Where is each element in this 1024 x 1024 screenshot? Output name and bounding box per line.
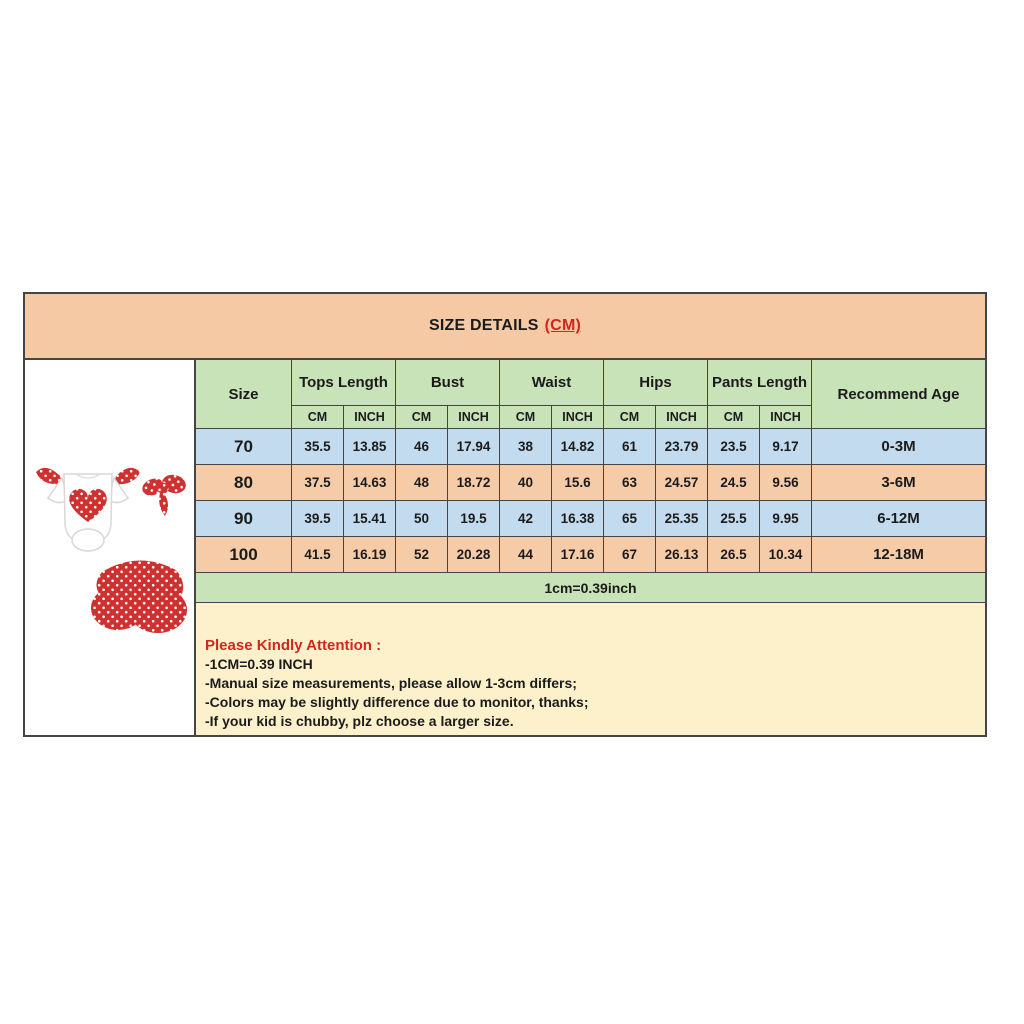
value-cell: 44 <box>500 537 552 572</box>
value-cell: 19.5 <box>448 501 500 536</box>
table-row-size-80 <box>196 465 985 501</box>
value-cell: 39.5 <box>292 501 344 536</box>
value-cell: 17.16 <box>552 537 604 572</box>
unit-header-inch: INCH <box>656 406 708 428</box>
value-cell: 40 <box>500 465 552 500</box>
value-cell: 65 <box>604 501 656 536</box>
value-cell: 14.63 <box>344 465 396 500</box>
size-chart-table <box>23 292 987 737</box>
product-photo-baby-outfit <box>30 460 192 638</box>
table-row-size-70 <box>196 429 985 465</box>
table-row-size-90 <box>196 501 985 537</box>
value-cell: 25.5 <box>708 501 760 536</box>
value-cell: 67 <box>604 537 656 572</box>
age-cell: 3-6M <box>881 474 916 491</box>
size-details-unit-cm: (CM) <box>544 317 581 334</box>
value-cell: 24.57 <box>656 465 708 500</box>
value-cell: 48 <box>396 465 448 500</box>
unit-header-cm: CM <box>396 406 448 428</box>
measurement-columns <box>196 360 985 735</box>
unit-header-cm: CM <box>292 406 344 428</box>
attention-line: -1CM=0.39 INCH <box>205 656 313 672</box>
size-cell: 80 <box>196 465 292 500</box>
conversion-note: 1cm=0.39inch <box>544 579 637 596</box>
unit-header-cm: CM <box>500 406 552 428</box>
header-size: Size <box>196 360 292 428</box>
age-cell: 0-3M <box>881 438 916 455</box>
value-cell: 16.19 <box>344 537 396 572</box>
headband-illustration <box>140 472 188 516</box>
value-cell: 15.6 <box>552 465 604 500</box>
value-cell: 16.38 <box>552 501 604 536</box>
header-hips: Hips <box>604 360 708 405</box>
value-cell: 42 <box>500 501 552 536</box>
header-measure-groups <box>292 360 812 428</box>
value-cell: 63 <box>604 465 656 500</box>
value-cell: 41.5 <box>292 537 344 572</box>
value-cell: 15.41 <box>344 501 396 536</box>
value-cell: 9.17 <box>760 429 812 464</box>
value-cell: 14.82 <box>552 429 604 464</box>
table-body <box>25 360 985 735</box>
value-cell: 52 <box>396 537 448 572</box>
value-cell: 10.34 <box>760 537 812 572</box>
value-cell: 35.5 <box>292 429 344 464</box>
value-cell: 26.5 <box>708 537 760 572</box>
age-cell: 6-12M <box>877 510 920 527</box>
attention-box <box>196 603 985 735</box>
unit-header-inch: INCH <box>344 406 396 428</box>
header-recommend-age: Recommend Age <box>837 385 960 403</box>
attention-line: -Manual size measurements, please allow 1-3cm differs; <box>205 675 577 691</box>
size-details-title: SIZE DETAILS <box>428 317 539 334</box>
table-header-row <box>196 360 985 429</box>
value-cell: 26.13 <box>656 537 708 572</box>
size-cell: 70 <box>196 429 292 464</box>
attention-title: Please Kindly Attention : <box>205 637 382 654</box>
size-details-header <box>25 294 985 360</box>
value-cell: 17.94 <box>448 429 500 464</box>
value-cell: 46 <box>396 429 448 464</box>
shorts-illustration <box>91 560 187 633</box>
header-waist: Waist <box>500 360 604 405</box>
header-tops-length: Tops Length <box>292 360 396 405</box>
romper-illustration <box>36 468 140 551</box>
value-cell: 25.35 <box>656 501 708 536</box>
conversion-note-row <box>196 573 985 603</box>
age-cell: 12-18M <box>873 546 924 563</box>
unit-header-inch: INCH <box>552 406 604 428</box>
value-cell: 13.85 <box>344 429 396 464</box>
value-cell: 9.95 <box>760 501 812 536</box>
attention-line: -Colors may be slightly difference due to monitor, thanks; <box>205 694 589 710</box>
size-cell: 100 <box>196 537 292 572</box>
header-pants-length: Pants Length <box>708 360 812 405</box>
value-cell: 61 <box>604 429 656 464</box>
unit-header-cm: CM <box>708 406 760 428</box>
value-cell: 18.72 <box>448 465 500 500</box>
product-photo-cell <box>25 360 196 735</box>
attention-line: -If your kid is chubby, plz choose a larger size. <box>205 713 514 729</box>
unit-header-cm: CM <box>604 406 656 428</box>
value-cell: 50 <box>396 501 448 536</box>
value-cell: 9.56 <box>760 465 812 500</box>
value-cell: 23.79 <box>656 429 708 464</box>
value-cell: 20.28 <box>448 537 500 572</box>
value-cell: 38 <box>500 429 552 464</box>
size-cell: 90 <box>196 501 292 536</box>
unit-header-inch: INCH <box>760 406 812 428</box>
value-cell: 37.5 <box>292 465 344 500</box>
header-bust: Bust <box>396 360 500 405</box>
value-cell: 23.5 <box>708 429 760 464</box>
table-row-size-100 <box>196 537 985 573</box>
value-cell: 24.5 <box>708 465 760 500</box>
unit-header-inch: INCH <box>448 406 500 428</box>
